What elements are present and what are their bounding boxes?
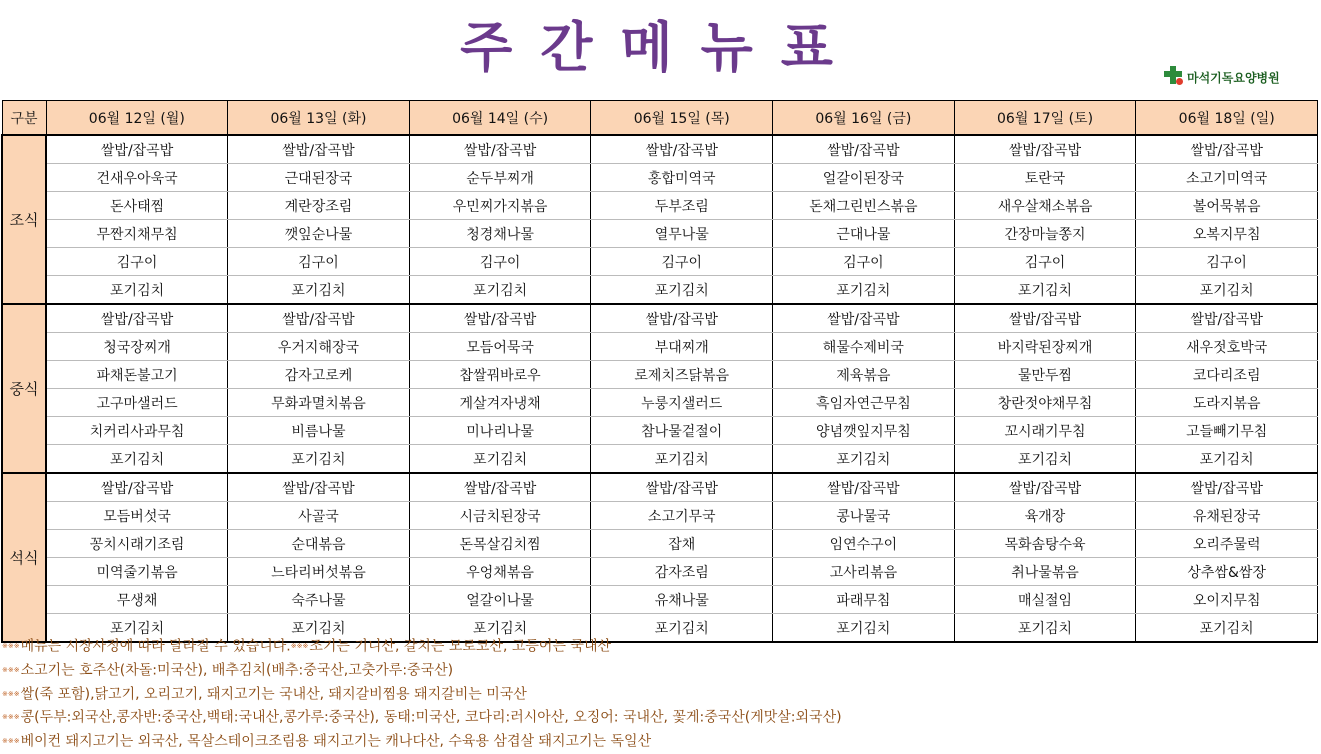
note-bullet-icon: ※※※ [290, 642, 309, 650]
note-text: 콩(두부:외국산,콩자반:중국산,백태:국내산,콩가루:중국산), 동태:미국산, 코다리:러시아산, 오징어: 국내산, 꽃게:중국산(게맛살:외국산) [20, 710, 842, 727]
table-row [2, 530, 1318, 558]
dish-cell: 시금치된장국 [409, 502, 591, 530]
dish-cell: 새우살채소볶음 [954, 192, 1136, 220]
dish-cell: 쌀밥/잡곡밥 [773, 304, 955, 333]
dish-cell: 포기김치 [46, 445, 228, 474]
dish-cell: 고들빼기무침 [1136, 417, 1318, 445]
dish-cell: 쌀밥/잡곡밥 [773, 135, 955, 164]
dish-cell: 쌀밥/잡곡밥 [228, 135, 410, 164]
dish-cell: 포기김치 [228, 614, 410, 643]
table-row [2, 445, 1318, 474]
dish-cell: 쌀밥/잡곡밥 [46, 304, 228, 333]
table-row [2, 502, 1318, 530]
dish-cell: 얼갈이된장국 [773, 164, 955, 192]
hospital-cross-logo-icon [1162, 66, 1184, 88]
dish-cell: 느타리버섯볶음 [228, 558, 410, 586]
dish-cell: 쌀밥/잡곡밥 [1136, 473, 1318, 502]
dish-cell: 쌀밥/잡곡밥 [228, 473, 410, 502]
dish-cell: 포기김치 [1136, 445, 1318, 474]
dish-cell: 포기김치 [591, 276, 773, 305]
dish-cell: 코다리조림 [1136, 361, 1318, 389]
dish-cell: 포기김치 [228, 445, 410, 474]
day-header: 06월 14일 (수) [409, 101, 591, 136]
note-line [2, 730, 842, 754]
dish-cell: 얼갈이나물 [409, 586, 591, 614]
table-row [2, 586, 1318, 614]
dish-cell: 쌀밥/잡곡밥 [409, 135, 591, 164]
hospital-logo [1162, 66, 1280, 88]
table-row [2, 558, 1318, 586]
dish-cell: 포기김치 [773, 614, 955, 643]
dish-cell: 흑임자연근무침 [773, 389, 955, 417]
dish-cell: 포기김치 [409, 276, 591, 305]
dish-cell: 쌀밥/잡곡밥 [954, 473, 1136, 502]
note-line [2, 706, 842, 730]
dish-cell: 모듬어묵국 [409, 333, 591, 361]
note-bullet-icon: ※※※ [2, 689, 20, 698]
table-row [2, 389, 1318, 417]
day-header: 06월 15일 (목) [591, 101, 773, 136]
dish-cell: 포기김치 [1136, 276, 1318, 305]
table-row [2, 248, 1318, 276]
meal-label: 조식 [2, 135, 46, 304]
dish-cell: 순두부찌개 [409, 164, 591, 192]
dish-cell: 포기김치 [591, 614, 773, 643]
day-header: 06월 12일 (월) [46, 101, 228, 136]
dish-cell: 쌀밥/잡곡밥 [409, 473, 591, 502]
dish-cell: 쌀밥/잡곡밥 [1136, 304, 1318, 333]
dish-cell: 쌀밥/잡곡밥 [591, 135, 773, 164]
dish-cell: 포기김치 [773, 276, 955, 305]
day-header: 06월 18일 (일) [1136, 101, 1318, 136]
dish-cell: 오리주물럭 [1136, 530, 1318, 558]
note-text: 소고기는 호주산(차돌:미국산), 배추김치(배추:중국산,고춧가루:중국산) [20, 662, 454, 679]
dish-cell: 포기김치 [954, 276, 1136, 305]
page-title: 주간메뉴표 [460, 16, 861, 79]
table-header-row [2, 101, 1318, 136]
dish-cell: 제육볶음 [773, 361, 955, 389]
dish-cell: 쌀밥/잡곡밥 [46, 473, 228, 502]
dish-cell: 임연수구이 [773, 530, 955, 558]
table-row [2, 220, 1318, 248]
dish-cell: 상추쌈&쌈장 [1136, 558, 1318, 586]
dish-cell: 볼어묵볶음 [1136, 192, 1318, 220]
dish-cell: 치커리사과무침 [46, 417, 228, 445]
dish-cell: 포기김치 [954, 614, 1136, 643]
note-bullet-icon: ※※※ [2, 737, 20, 746]
dish-cell: 간장마늘쫑지 [954, 220, 1136, 248]
day-header: 06월 16일 (금) [773, 101, 955, 136]
dish-cell: 소고기무국 [591, 502, 773, 530]
dish-cell: 잡채 [591, 530, 773, 558]
dish-cell: 모듬버섯국 [46, 502, 228, 530]
dish-cell: 육개장 [954, 502, 1136, 530]
note-line [2, 635, 842, 659]
dish-cell: 파채돈불고기 [46, 361, 228, 389]
note-bullet-icon: ※※※ [2, 665, 20, 674]
dish-cell: 근대나물 [773, 220, 955, 248]
dish-cell: 두부조림 [591, 192, 773, 220]
dish-cell: 포기김치 [409, 445, 591, 474]
dish-cell: 무화과멸치볶음 [228, 389, 410, 417]
dish-cell: 매실절임 [954, 586, 1136, 614]
dish-cell: 꼬시래기무침 [954, 417, 1136, 445]
note-line [2, 683, 842, 707]
dish-cell: 청국장찌개 [46, 333, 228, 361]
dish-cell: 누룽지샐러드 [591, 389, 773, 417]
dish-cell: 쌀밥/잡곡밥 [773, 473, 955, 502]
dish-cell: 우거지해장국 [228, 333, 410, 361]
dish-cell: 게살겨자냉채 [409, 389, 591, 417]
dish-cell: 건새우아욱국 [46, 164, 228, 192]
dish-cell: 유채된장국 [1136, 502, 1318, 530]
dish-cell: 오이지무침 [1136, 586, 1318, 614]
dish-cell: 포기김치 [591, 445, 773, 474]
dish-cell: 돈목살김치찜 [409, 530, 591, 558]
dish-cell: 바지락된장찌개 [954, 333, 1136, 361]
dish-cell: 쌀밥/잡곡밥 [409, 304, 591, 333]
dish-cell: 돈사태찜 [46, 192, 228, 220]
dish-cell: 쌀밥/잡곡밥 [954, 135, 1136, 164]
dish-cell: 소고기미역국 [1136, 164, 1318, 192]
dish-cell: 감자조림 [591, 558, 773, 586]
table-row [2, 164, 1318, 192]
logo-text: 마석기독요양병원 [1187, 70, 1280, 85]
dish-cell: 열무나물 [591, 220, 773, 248]
dish-cell: 양념깻잎지무침 [773, 417, 955, 445]
dish-cell: 홍합미역국 [591, 164, 773, 192]
dish-cell: 포기김치 [773, 445, 955, 474]
dish-cell: 포기김치 [1136, 614, 1318, 643]
dish-cell: 김구이 [1136, 248, 1318, 276]
corner-header: 구분 [2, 101, 46, 136]
dish-cell: 김구이 [773, 248, 955, 276]
dish-cell: 김구이 [954, 248, 1136, 276]
table-row [2, 361, 1318, 389]
dish-cell: 쌀밥/잡곡밥 [1136, 135, 1318, 164]
table-row [2, 417, 1318, 445]
dish-cell: 청경채나물 [409, 220, 591, 248]
dish-cell: 사골국 [228, 502, 410, 530]
dish-cell: 창란젓야채무침 [954, 389, 1136, 417]
dish-cell: 취나물볶음 [954, 558, 1136, 586]
dish-cell: 토란국 [954, 164, 1136, 192]
dish-cell: 쌀밥/잡곡밥 [591, 304, 773, 333]
note-text: 메뉴는 시장사정에 따라 달라질 수 있습니다. [20, 638, 291, 655]
table-row [2, 333, 1318, 361]
dish-cell: 포기김치 [228, 276, 410, 305]
table-row [2, 276, 1318, 305]
meal-label: 중식 [2, 304, 46, 473]
weekly-menu-table [1, 100, 1318, 643]
dish-cell: 해물수제비국 [773, 333, 955, 361]
dish-cell: 김구이 [46, 248, 228, 276]
day-header: 06월 13일 (화) [228, 101, 410, 136]
dish-cell: 목화솜탕수육 [954, 530, 1136, 558]
dish-cell: 계란장조림 [228, 192, 410, 220]
dish-cell: 파래무침 [773, 586, 955, 614]
dish-cell: 쌀밥/잡곡밥 [46, 135, 228, 164]
dish-cell: 고사리볶음 [773, 558, 955, 586]
table-row [2, 473, 1318, 502]
table-row [2, 192, 1318, 220]
dish-cell: 찹쌀꿔바로우 [409, 361, 591, 389]
day-header: 06월 17일 (토) [954, 101, 1136, 136]
dish-cell: 무생채 [46, 586, 228, 614]
table-row [2, 304, 1318, 333]
dish-cell: 쌀밥/잡곡밥 [954, 304, 1136, 333]
note-text: 조기는 기니산, 갈치는 모로코산, 고등어는 국내산 [309, 638, 611, 655]
note-text: 베이컨 돼지고기는 외국산, 목살스테이크조림용 돼지고기는 캐나다산, 수육용 삼겹살 돼지고기는 독일산 [20, 733, 652, 750]
dish-cell: 꽁치시래기조림 [46, 530, 228, 558]
dish-cell: 김구이 [591, 248, 773, 276]
dish-cell: 포기김치 [409, 614, 591, 643]
dish-cell: 미역줄기볶음 [46, 558, 228, 586]
dish-cell: 포기김치 [46, 614, 228, 643]
dish-cell: 근대된장국 [228, 164, 410, 192]
dish-cell: 우엉채볶음 [409, 558, 591, 586]
notes-section [2, 635, 842, 754]
dish-cell: 유채나물 [591, 586, 773, 614]
note-bullet-icon: ※※※ [2, 642, 20, 650]
dish-cell: 물만두찜 [954, 361, 1136, 389]
dish-cell: 포기김치 [46, 276, 228, 305]
dish-cell: 돈채그린빈스볶음 [773, 192, 955, 220]
dish-cell: 김구이 [409, 248, 591, 276]
dish-cell: 새우젓호박국 [1136, 333, 1318, 361]
note-text: 쌀(죽 포함),닭고기, 오리고기, 돼지고기는 국내산, 돼지갈비찜용 돼지갈비는 미국산 [20, 686, 527, 703]
note-bullet-icon: ※※※ [2, 713, 20, 722]
dish-cell: 콩나물국 [773, 502, 955, 530]
note-line [2, 659, 842, 683]
dish-cell: 고구마샐러드 [46, 389, 228, 417]
meal-label: 석식 [2, 473, 46, 642]
dish-cell: 미나리나물 [409, 417, 591, 445]
menu-body [2, 135, 1318, 642]
dish-cell: 순대볶음 [228, 530, 410, 558]
dish-cell: 도라지볶음 [1136, 389, 1318, 417]
table-row [2, 135, 1318, 164]
dish-cell: 숙주나물 [228, 586, 410, 614]
dish-cell: 쌀밥/잡곡밥 [591, 473, 773, 502]
dish-cell: 오복지무침 [1136, 220, 1318, 248]
dish-cell: 무짠지채무침 [46, 220, 228, 248]
dish-cell: 깻잎순나물 [228, 220, 410, 248]
dish-cell: 감자고로케 [228, 361, 410, 389]
dish-cell: 김구이 [228, 248, 410, 276]
dish-cell: 우민찌가지볶음 [409, 192, 591, 220]
dish-cell: 부대찌개 [591, 333, 773, 361]
dish-cell: 로제치즈닭볶음 [591, 361, 773, 389]
dish-cell: 비름나물 [228, 417, 410, 445]
dish-cell: 포기김치 [954, 445, 1136, 474]
dish-cell: 참나물겉절이 [591, 417, 773, 445]
dish-cell: 쌀밥/잡곡밥 [228, 304, 410, 333]
